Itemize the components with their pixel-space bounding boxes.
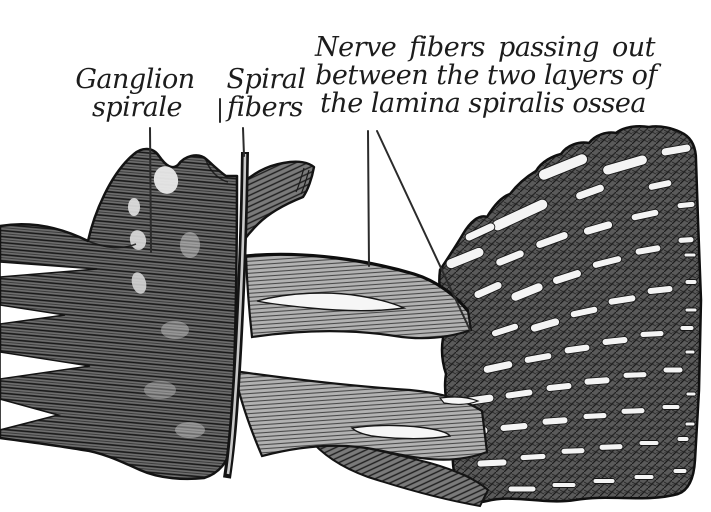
label-ganglion-line2: spirale <box>92 92 182 123</box>
texture-slash <box>678 236 694 243</box>
texture-slash <box>685 422 695 426</box>
highlight-cell <box>144 381 176 399</box>
texture-slash <box>673 469 687 474</box>
texture-slash <box>477 459 507 468</box>
label-nerve-line3: the lamina spiralis ossea <box>320 88 646 119</box>
highlight-cell <box>161 321 189 339</box>
texture-slash <box>684 253 696 257</box>
texture-slash <box>542 417 568 426</box>
texture-slash <box>685 280 697 285</box>
highlight-cell <box>175 422 205 438</box>
texture-slash <box>621 408 645 415</box>
label-spiral-line2: fibers <box>227 92 303 123</box>
label-spiral-line1: Spiral <box>226 64 306 95</box>
texture-slash <box>520 453 546 460</box>
leader-spiral <box>243 128 244 156</box>
highlight-cell <box>180 232 200 258</box>
texture-slash <box>639 441 659 446</box>
texture-slash <box>662 405 680 410</box>
texture-slash <box>593 479 615 484</box>
leader-ganglion <box>150 128 151 252</box>
texture-slash <box>508 486 536 492</box>
texture-slash <box>634 475 654 480</box>
texture-slash <box>640 330 664 337</box>
texture-slash <box>583 412 607 419</box>
texture-slash <box>663 367 683 373</box>
label-ganglion-line1: Ganglion <box>75 64 195 95</box>
label-nerve-line1: Nerve fibers passing out <box>314 32 656 63</box>
leader-nerve-left <box>368 131 369 266</box>
texture-slash <box>599 444 623 451</box>
highlight-cell <box>128 198 140 216</box>
texture-slash <box>552 483 576 488</box>
texture-slash <box>561 448 585 455</box>
texture-slash <box>677 437 689 442</box>
label-nerve-line2: between the two layers of <box>315 60 657 91</box>
texture-slash <box>677 201 696 209</box>
texture-slash <box>623 372 647 379</box>
texture-slash <box>685 308 697 312</box>
texture-slash <box>680 326 694 331</box>
texture-slash <box>584 377 610 386</box>
texture-slash <box>686 392 696 396</box>
texture-slash <box>685 350 695 354</box>
